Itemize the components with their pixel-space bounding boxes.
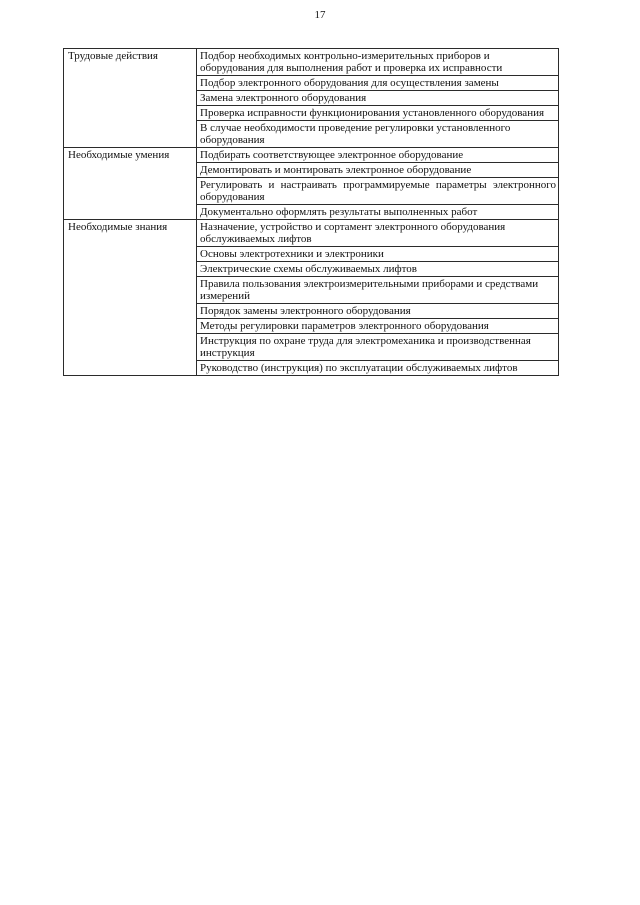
table-cell: Правила пользования электроизмерительными приборами и средствами измерений xyxy=(197,277,559,304)
table-cell: Инструкция по охране труда для электромеханика и производственная инструкция xyxy=(197,334,559,361)
labor-functions-table xyxy=(63,48,559,376)
table-cell: Замена электронного оборудования xyxy=(197,91,559,106)
table-row xyxy=(64,49,559,76)
table-row xyxy=(64,148,559,163)
table-cell: Подбор необходимых контрольно-измерительных приборов и оборудования для выполнения работ и проверка их исправности xyxy=(197,49,559,76)
table-cell: Электрические схемы обслуживаемых лифтов xyxy=(197,262,559,277)
table-cell: Демонтировать и монтировать электронное оборудование xyxy=(197,163,559,178)
table-cell: Подбирать соответствующее электронное оборудование xyxy=(197,148,559,163)
page-number: 17 xyxy=(314,9,326,21)
row-header-labor-actions: Трудовые действия xyxy=(64,49,197,148)
table-cell: Документально оформлять результаты выполненных работ xyxy=(197,205,559,220)
table-cell: Порядок замены электронного оборудования xyxy=(197,304,559,319)
row-header-required-skills: Необходимые умения xyxy=(64,148,197,220)
table-cell: Назначение, устройство и сортамент электронного оборудования обслуживаемых лифтов xyxy=(197,220,559,247)
table-cell: Методы регулировки параметров электронного оборудования xyxy=(197,319,559,334)
table-cell: Проверка исправности функционирования установленного оборудования xyxy=(197,106,559,121)
table-cell: В случае необходимости проведение регулировки установленного оборудования xyxy=(197,121,559,148)
table-cell: Руководство (инструкция) по эксплуатации обслуживаемых лифтов xyxy=(197,361,559,376)
table-row xyxy=(64,220,559,247)
table-cell: Основы электротехники и электроники xyxy=(197,247,559,262)
table-cell: Подбор электронного оборудования для осуществления замены xyxy=(197,76,559,91)
table-cell: Регулировать и настраивать программируемые параметры электронного оборудования xyxy=(197,178,559,205)
row-header-required-knowledge: Необходимые знания xyxy=(64,220,197,376)
